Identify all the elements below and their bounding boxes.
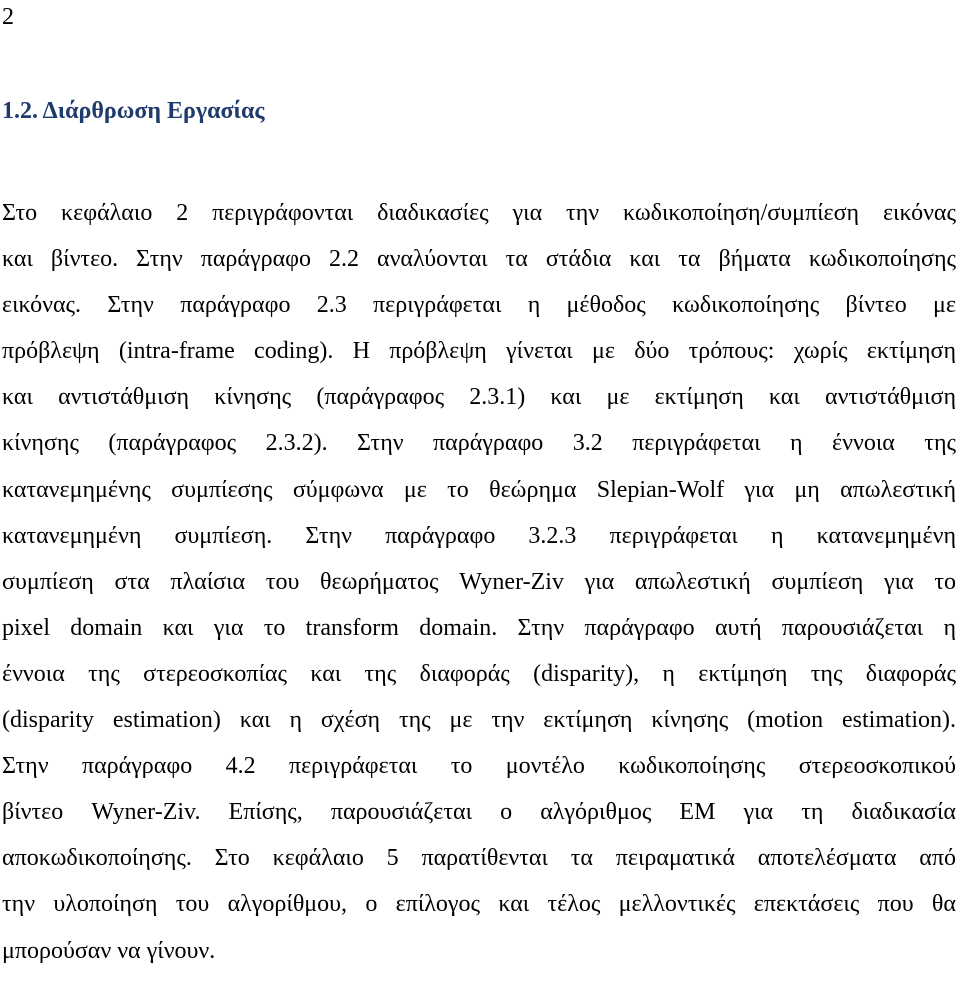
paragraph-line: Στο κεφάλαιο 2 περιγράφονται διαδικασίες για την κωδικοποίηση/συμπίεση εικόνας xyxy=(2,200,956,226)
body-paragraph xyxy=(2,190,956,974)
section-heading: 1.2. Διάρθρωση Εργασίας xyxy=(2,98,265,124)
paragraph-line: και αντιστάθμιση κίνησης (παράγραφος 2.3.1) και με εκτίμηση και αντιστάθμιση xyxy=(2,384,956,411)
paragraph-line: κίνησης (παράγραφος 2.3.2). Στην παράγραφο 3.2 περιγράφεται η έννοια της xyxy=(2,430,956,457)
page-number: 2 xyxy=(2,4,14,30)
paragraph-line: Στην παράγραφο 4.2 περιγράφεται το μοντέλο κωδικοποίησης στερεοσκοπικού xyxy=(2,753,956,780)
paragraph-line: έννοια της στερεοσκοπίας και της διαφοράς (disparity), η εκτίμηση της διαφοράς xyxy=(2,660,956,687)
paragraph-line: την υλοποίηση του αλγορίθμου, ο επίλογος και τέλος μελλοντικές επεκτάσεις που θα xyxy=(2,891,956,918)
paragraph-line: (disparity estimation) και η σχέση της με την εκτίμηση κίνησης (motion estimation). xyxy=(2,707,956,734)
paragraph-line: κατανεμημένης συμπίεσης σύμφωνα με το θεώρημα Slepian-Wolf για μη απωλεστική xyxy=(2,476,956,503)
paragraph-line: κατανεμημένη συμπίεση. Στην παράγραφο 3.2.3 περιγράφεται η κατανεμημένη xyxy=(2,522,956,549)
paragraph-line: pixel domain και για το transform domain. Στην παράγραφο αυτή παρουσιάζεται η xyxy=(2,614,956,641)
paragraph-line: βίντεο Wyner-Ziv. Επίσης, παρουσιάζεται ο αλγόριθμος ΕΜ για τη διαδικασία xyxy=(2,799,956,826)
paragraph-line: και βίντεο. Στην παράγραφο 2.2 αναλύονται τα στάδια και τα βήματα κωδικοποίησης xyxy=(2,246,956,273)
paragraph-line: μπορούσαν να γίνουν. xyxy=(2,937,216,964)
paragraph-line: αποκωδικοποίησης. Στο κεφάλαιο 5 παρατίθενται τα πειραματικά αποτελέσματα από xyxy=(2,845,956,872)
paragraph-line: εικόνας. Στην παράγραφο 2.3 περιγράφεται η μέθοδος κωδικοποίησης βίντεο με xyxy=(2,292,956,319)
paragraph-line: συμπίεση στα πλαίσια του θεωρήματος Wyner-Ziv για απωλεστική συμπίεση για το xyxy=(2,568,956,595)
paragraph-line: πρόβλεψη (intra-frame coding). Η πρόβλεψη γίνεται με δύο τρόπους: χωρίς εκτίμηση xyxy=(2,338,956,365)
